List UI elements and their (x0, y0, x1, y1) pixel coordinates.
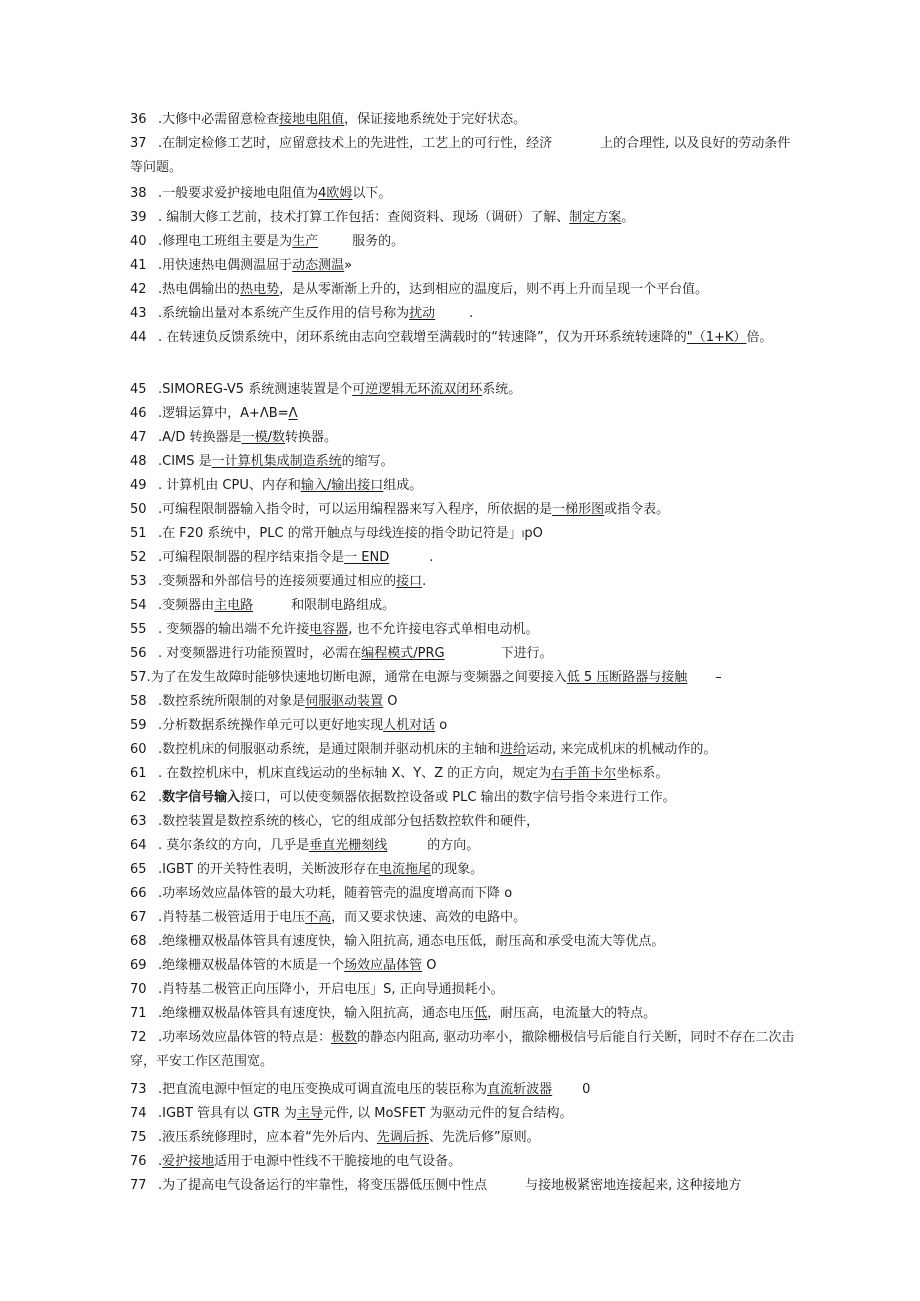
question-text: .CIMS 是 (158, 454, 212, 469)
question-text: .逻辑运算中，A+ΛB= (158, 406, 289, 421)
question-text: . 在数控机床中，机床直线运动的坐标轴 X、Y、Z 的正方向，规定为 (158, 766, 552, 781)
question-text: 以下。 (352, 186, 392, 201)
question-item (130, 546, 795, 570)
question-text: .IGBT 的开关特性表明，关断波形存在 (158, 862, 380, 877)
question-item (130, 618, 795, 642)
question-text: .一般要求爱护接地电阻值为 (158, 186, 319, 201)
question-text: 或指令表。 (604, 502, 670, 517)
question-number: 57. (130, 670, 151, 685)
question-item (130, 1078, 795, 1102)
question-text: .可编程限制器输入指令时，可以运用编程器来写入程序，所依据的是 (158, 502, 553, 517)
answer-underline: 输入/输出接口 (300, 478, 384, 493)
question-number: 63 (130, 814, 147, 829)
question-text: 为了在发生故障时能够快速地切断电源，通常在电源与变频器之间要接入 (150, 670, 567, 685)
question-text: .变频器和外部信号的连接须要通过相应的 (158, 574, 397, 589)
question-item (130, 882, 795, 906)
question-text: .SIMOREG-V5 系统测速装置是个 (158, 382, 353, 397)
question-text: .数控装置是数控系统的核心，它的组成部分包括数控软件和硬件， (158, 814, 540, 829)
answer-underline: 伺服驱动装置 (305, 694, 384, 709)
question-text: ，是从零渐渐上升的，达到相应的温度后，则不再上升而呈现一个平台值。 (279, 282, 709, 297)
question-item (130, 278, 795, 302)
question-text: .可编程限制器的程序结束指令是 (158, 550, 345, 565)
question-number: 62 (130, 790, 147, 805)
question-text: pO (524, 526, 543, 541)
question-number: 77 (130, 1178, 147, 1193)
question-text: » (344, 258, 353, 273)
question-text: .把直流电源中恒定的电压变换成可调直流电压的装臣称为 (158, 1082, 488, 1097)
answer-underline: 低 (474, 1006, 488, 1021)
question-text: 适用于电源中性线不干脆接地的电气设备。 (214, 1154, 462, 1169)
question-number: 65 (130, 862, 147, 877)
question-item (130, 108, 795, 132)
answer-underline: 制定方案 (569, 210, 622, 225)
answer-underline: 进给 (500, 742, 527, 757)
question-item (130, 1002, 795, 1026)
answer-underline: 右手笛卡尔 (551, 766, 617, 781)
question-item (130, 738, 795, 762)
question-item (130, 954, 795, 978)
question-number: 37 (130, 136, 147, 151)
question-text: . (469, 306, 474, 321)
question-text: ，而又要求快速、高效的电路中。 (331, 910, 527, 925)
question-text: . (429, 550, 434, 565)
question-text: , 也不允许接电容式单相电动机。 (348, 622, 539, 637)
answer-underline: 主电路 (214, 598, 254, 613)
answer-underline: 动态测温 (292, 258, 345, 273)
question-text: 接口，可以使变频器依据数控设备或 PLC 输出的数字信号指令来进行工作。 (240, 790, 676, 805)
question-text: 与接地极紧密地连接起来, 这种接地方 (525, 1178, 742, 1193)
question-number: 36 (130, 112, 147, 127)
question-item (130, 834, 795, 858)
question-text: . (158, 790, 163, 805)
question-item (130, 402, 795, 426)
question-text: 服务的。 (352, 234, 405, 249)
question-text: .为了提高电气设备运行的牢靠性，将变压器低压侧中性点 (158, 1178, 488, 1193)
question-number: 46 (130, 406, 147, 421)
question-text: .液压系统修理时，应本着“先外后内、 (158, 1130, 377, 1145)
answer-underline: 热电势 (240, 282, 280, 297)
question-number: 55 (130, 622, 147, 637)
question-item (130, 690, 795, 714)
answer-underline: 极数 (331, 1030, 358, 1045)
question-item (130, 1174, 795, 1198)
question-item (130, 762, 795, 786)
question-text: 的现象。 (431, 862, 484, 877)
question-number: 48 (130, 454, 147, 469)
question-item (130, 426, 795, 450)
question-item (130, 378, 795, 402)
answer-underline: 直流斩波器 (487, 1082, 553, 1097)
answer-underline: "（1+K） (686, 330, 747, 345)
question-item (130, 230, 795, 254)
answer-underline: 电容器 (309, 622, 349, 637)
question-text: .变频器由 (158, 598, 215, 613)
question-text: .用快速热电偶测温屈于 (158, 258, 293, 273)
question-item (130, 594, 795, 618)
question-number: 44 (130, 330, 147, 345)
question-item (130, 206, 795, 230)
question-text: 元件, 以 MoSFET 为驱动元件的复合结构。 (322, 1106, 573, 1121)
question-text: .数控机床的伺服驱动系统，是通过限制并驱动机床的主轴和 (158, 742, 501, 757)
question-text: .A/D 转换器是 (158, 430, 242, 445)
answer-underline: 一 END (344, 550, 390, 565)
question-number: 58 (130, 694, 147, 709)
question-text: .绝缘栅双极晶体管的木质是一个 (158, 958, 345, 973)
question-number: 47 (130, 430, 147, 445)
question-item (130, 930, 795, 954)
question-item (130, 642, 795, 666)
answer-underline: 可逆逻辑无环流双闭环 (352, 382, 483, 397)
question-item (130, 570, 795, 594)
question-item (130, 1126, 795, 1150)
answer-underline: 电流拖尾 (379, 862, 432, 877)
question-item (130, 810, 795, 834)
question-number: 38 (130, 186, 147, 201)
question-number: 69 (130, 958, 147, 973)
answer-underline: 低 5 压断路器与接触 (566, 670, 688, 685)
question-text: 、先洗后修”原则。 (428, 1130, 540, 1145)
question-item (130, 786, 795, 810)
answer-underline: 一模/数 (241, 430, 285, 445)
question-number: 68 (130, 934, 147, 949)
question-text: . 编制大修工艺前，技术打算工作包括：查阅资料、现场（调研）了解、 (158, 210, 570, 225)
question-text: o (435, 718, 448, 733)
question-text: .分析数据系统操作单元可以更好地实现 (158, 718, 384, 733)
question-text: . 在转速负反馈系统中，闭环系统由志向空载增至满载时的“转速降”，仅为开环系统转速降的 (158, 330, 687, 345)
question-text: .功率场效应晶体管的最大功耗，随着管壳的温度增高而下降 o (158, 886, 513, 901)
question-number: 70 (130, 982, 147, 997)
question-text: .热电偶输出的 (158, 282, 241, 297)
question-text: 坐标系。 (616, 766, 669, 781)
question-item (130, 498, 795, 522)
question-item (130, 1026, 795, 1074)
question-number: 59 (130, 718, 147, 733)
question-number: 72 (130, 1030, 147, 1045)
question-text: . 对变频器进行功能预置时，必需在 (158, 646, 362, 661)
question-number: 40 (130, 234, 147, 249)
question-text: .绝缘栅双极晶体管具有速度快，输入阻抗高，通态电压 (158, 1006, 475, 1021)
answer-underline: 生产 (292, 234, 319, 249)
question-text: O (383, 694, 398, 709)
question-number: 42 (130, 282, 147, 297)
question-number: 49 (130, 478, 147, 493)
small-mark: I (521, 530, 525, 540)
question-item (130, 978, 795, 1002)
question-item (130, 1150, 795, 1174)
answer-underline: 一梯形图 (552, 502, 605, 517)
answer-bold: 数字信号输入 (162, 790, 241, 805)
question-text: . 莫尔条纹的方向，几乎是 (158, 838, 310, 853)
answer-underline: 不高 (305, 910, 332, 925)
question-text: .IGBT 管具有以 GTR 为 (158, 1106, 297, 1121)
answer-underline: 爱护接地 (162, 1154, 215, 1169)
question-item (130, 182, 795, 206)
question-number: 45 (130, 382, 147, 397)
question-text: . 变频器的输出端不允许接 (158, 622, 310, 637)
question-text: .在 F20 系统中，PLC 的常开触点与母线连接的指令助记符是」 (158, 526, 522, 541)
question-text: 转换器。 (284, 430, 337, 445)
question-text: 组成。 (383, 478, 423, 493)
question-item (130, 132, 795, 180)
question-text: 和限制电路组成。 (291, 598, 396, 613)
question-text: ，耐压高，电流量大的特点。 (487, 1006, 657, 1021)
question-text: 倍。 (746, 330, 773, 345)
question-number: 61 (130, 766, 147, 781)
question-text: 运动, 来完成机床的机械动作的。 (526, 742, 717, 757)
question-number: 39 (130, 210, 147, 225)
question-number: 64 (130, 838, 147, 853)
question-text: .在制定检修工艺时，应留意技术上的先进性，工艺上的可行性，经济 (158, 136, 553, 151)
question-number: 51 (130, 526, 147, 541)
question-number: 50 (130, 502, 147, 517)
question-text: ，保证接地系统处于完好状态。 (344, 112, 527, 127)
question-text: . (422, 574, 427, 589)
question-text: .大修中必需留意检查 (158, 112, 280, 127)
answer-underline: 人机对话 (383, 718, 436, 733)
question-text: .系统输出量对本系统产生反作用的信号称为 (158, 306, 410, 321)
question-item (130, 326, 795, 350)
question-text: 。 (621, 210, 635, 225)
answer-underline: 接地电阻值 (279, 112, 345, 127)
answer-underline: 先调后拆 (376, 1130, 429, 1145)
question-number: 41 (130, 258, 147, 273)
question-text: . (158, 1154, 163, 1169)
question-item (130, 666, 795, 690)
question-item (130, 858, 795, 882)
answer-underline: Λ (288, 406, 298, 421)
answer-underline: 一计算机集成制造系统 (211, 454, 342, 469)
answer-underline: 扰动 (409, 306, 436, 321)
question-text: 的静态内阻高, 驱动功率小，撤除栅极信号后能自行关断，同时不存在二次击穿，平安工作区范围宽。 (130, 1030, 795, 1069)
answer-underline: 垂直光栅刻线 (309, 838, 388, 853)
question-text: 0 (582, 1082, 591, 1097)
question-number: 54 (130, 598, 147, 613)
question-text: 系统。 (482, 382, 522, 397)
question-number: 71 (130, 1006, 147, 1021)
answer-underline: 编程模式/PRG (361, 646, 445, 661)
question-number: 67 (130, 910, 147, 925)
question-number: 60 (130, 742, 147, 757)
question-number: 56 (130, 646, 147, 661)
question-text: O (422, 958, 437, 973)
answer-underline: 接口 (396, 574, 423, 589)
question-number: 73 (130, 1082, 147, 1097)
question-text: .数控系统所限制的对象是 (158, 694, 306, 709)
question-text: – (715, 670, 722, 685)
question-number: 53 (130, 574, 147, 589)
answer-underline: 主导 (296, 1106, 323, 1121)
answer-underline: 4欧姆 (318, 186, 353, 201)
question-number: 43 (130, 306, 147, 321)
question-item (130, 302, 795, 326)
question-number: 75 (130, 1130, 147, 1145)
question-item (130, 522, 795, 547)
question-text: . 计算机由 CPU、内存和 (158, 478, 301, 493)
question-number: 74 (130, 1106, 147, 1121)
question-text: .肖特基二极管正向压降小，开启电压」S, 正向导通损耗小。 (158, 982, 504, 997)
question-item (130, 714, 795, 738)
question-text: 下进行。 (500, 646, 553, 661)
question-item (130, 450, 795, 474)
question-number: 66 (130, 886, 147, 901)
question-text: 的缩写。 (341, 454, 394, 469)
question-text: .肖特基二极管适用于电压 (158, 910, 306, 925)
question-item (130, 254, 795, 278)
question-text: 上的合理性, 以及良好的劳动条件等问题。 (130, 136, 791, 175)
question-item (130, 906, 795, 930)
question-text: .修理电工班组主要是为 (158, 234, 293, 249)
question-item (130, 474, 795, 498)
question-text: .功率场效应晶体管的特点是： (158, 1030, 332, 1045)
question-number: 76 (130, 1154, 147, 1169)
question-number: 52 (130, 550, 147, 565)
question-text: 的方向。 (427, 838, 480, 853)
question-item (130, 1102, 795, 1126)
question-text: .绝缘栅双极晶体管具有速度快，输入阻抗高, 通态电压低，耐压高和承受电流大等优点。 (158, 934, 665, 949)
answer-underline: 场效应晶体管 (344, 958, 423, 973)
